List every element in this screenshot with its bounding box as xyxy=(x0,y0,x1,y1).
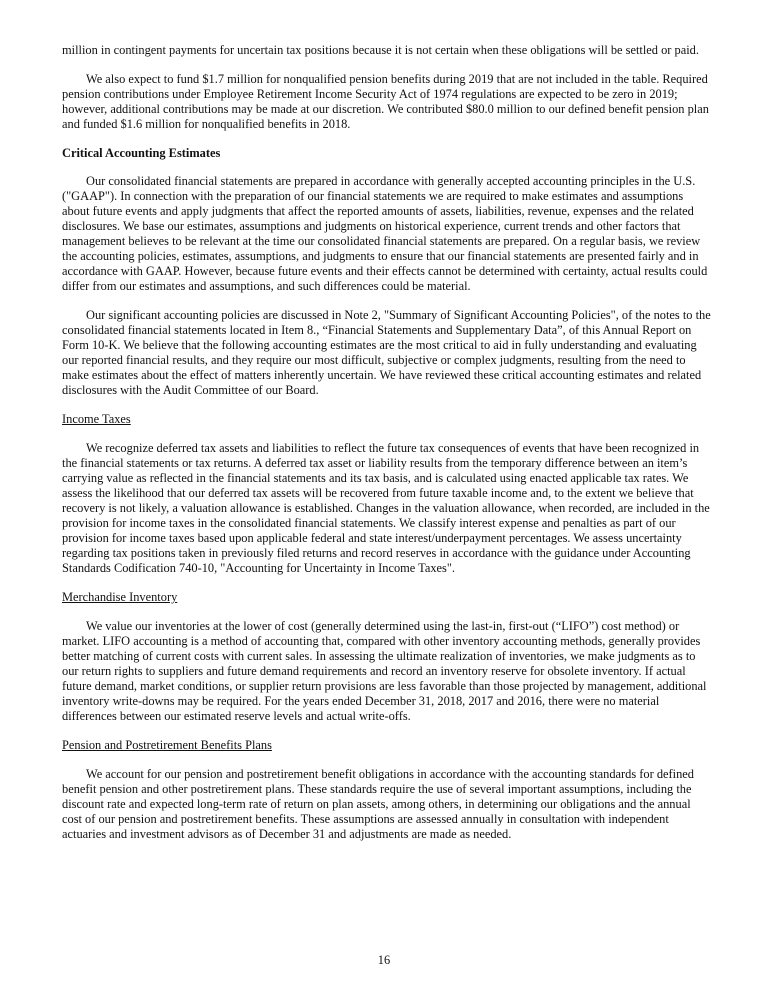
paragraph-significant-policies: Our significant accounting policies are discussed in Note 2, "Summary of Significant Accounting Policies", of the notes to the consolidated financial statements located in Item 8., “Financial Statements and Supplementary Data”, of this Annual Report on Form 10-K. We believe that the following accounting estimates are the most critical to aid in fully understanding and evaluating our reported financial results, and they require our most difficult, subjective or complex judgments, resulting from the need to make estimates about the effect of matters inherently uncertain. We have reviewed these critical accounting estimates and related disclosures with the Audit Committee of our Board. xyxy=(62,308,711,397)
paragraph-income-taxes: We recognize deferred tax assets and liabilities to reflect the future tax consequences of events that have been recognized in the financial statements or tax returns. A deferred tax asset or liability results from the temporary difference between an item’s carrying value as reflected in the financial statements and its tax basis, and is calculated using enacted applicable tax rates. We assess the likelihood that our deferred tax assets will be recovered from future taxable income and, to the extent we believe that recovery is not likely, a valuation allowance is established. Changes in the valuation allowance, when recorded, are included in the provision for income taxes in the consolidated financial statements. We classify interest expense and penalties as part of our provision for income taxes based upon applicable federal and state interest/underpayment percentages. We assess uncertainty regarding tax positions taken in previously filed returns and record reserves in accordance with the guidance under Accounting Standards Codification 740-10, "Accounting for Uncertainty in Income Taxes". xyxy=(62,441,710,575)
paragraph-pension-funding: We also expect to fund $1.7 million for nonqualified pension benefits during 2019 that are not included in the table. Required pension contributions under Employee Retirement Income Security Act of 1974 regulations are expected to be zero in 2019; however, additional contributions may be made at our discretion. We contributed $80.0 million to our defined benefit pension plan and funded $1.6 million for nonqualified benefits in 2018. xyxy=(62,72,709,131)
page-number: 16 xyxy=(377,953,391,967)
heading-merchandise-inventory: Merchandise Inventory xyxy=(62,590,178,604)
paragraph-pension-plans: We account for our pension and postretirement benefit obligations in accordance with the accounting standards for defined benefit pension and other postretirement plans. These standards require the use of several important assumptions, including the discount rate and expected long-term rate of return on plan assets, among others, in determining our obligations and the annual cost of our pension and postretirement benefits. These assumptions are assessed annually in consultation with independent actuaries and investment advisors as of December 31 and adjustments are made as needed. xyxy=(62,767,694,841)
heading-income-taxes: Income Taxes xyxy=(62,412,131,426)
paragraph-financial-statements: Our consolidated financial statements are prepared in accordance with generally accepted accounting principles in the U.S. ("GAAP"). In connection with the preparation of our financial statements we are required to make estimates and assumptions about future events and apply judgments that affect the reported amounts of assets, liabilities, revenue, expenses and the related disclosures. We base our estimates, assumptions and judgments on historical experience, current trends and other factors that management believes to be relevant at the time our consolidated financial statements are prepared. On a regular basis, we review the accounting policies, estimates, assumptions, and judgments to ensure that our financial statements are presented fairly and in accordance with GAAP. However, because future events and their effects cannot be determined with certainty, actual results could differ from our estimates and assumptions, and such differences could be material. xyxy=(62,174,708,293)
page-body xyxy=(62,43,712,856)
paragraph-merchandise-inventory: We value our inventories at the lower of cost (generally determined using the last-in, first-out (“LIFO”) cost method) or market. LIFO accounting is a method of accounting that, compared with other inventory accounting methods, generally provides better matching of current costs with current sales. In assessing the ultimate realization of inventories, we make judgments as to our return rights to suppliers and future demand requirements and record an inventory reserve for obsolete inventory. If actual future demand, market conditions, or supplier return provisions are less favorable than those projected by management, additional inventory write-downs may be required. For the years ended December 31, 2018, 2017 and 2016, there were no material differences between our estimated reserve levels and actual write-offs. xyxy=(62,619,707,723)
heading-pension-plans: Pension and Postretirement Benefits Plans xyxy=(62,738,272,752)
paragraph-contingent-payments: million in contingent payments for uncertain tax positions because it is not certain when these obligations will be settled or paid. xyxy=(62,43,699,57)
heading-critical-accounting-estimates: Critical Accounting Estimates xyxy=(62,146,221,160)
